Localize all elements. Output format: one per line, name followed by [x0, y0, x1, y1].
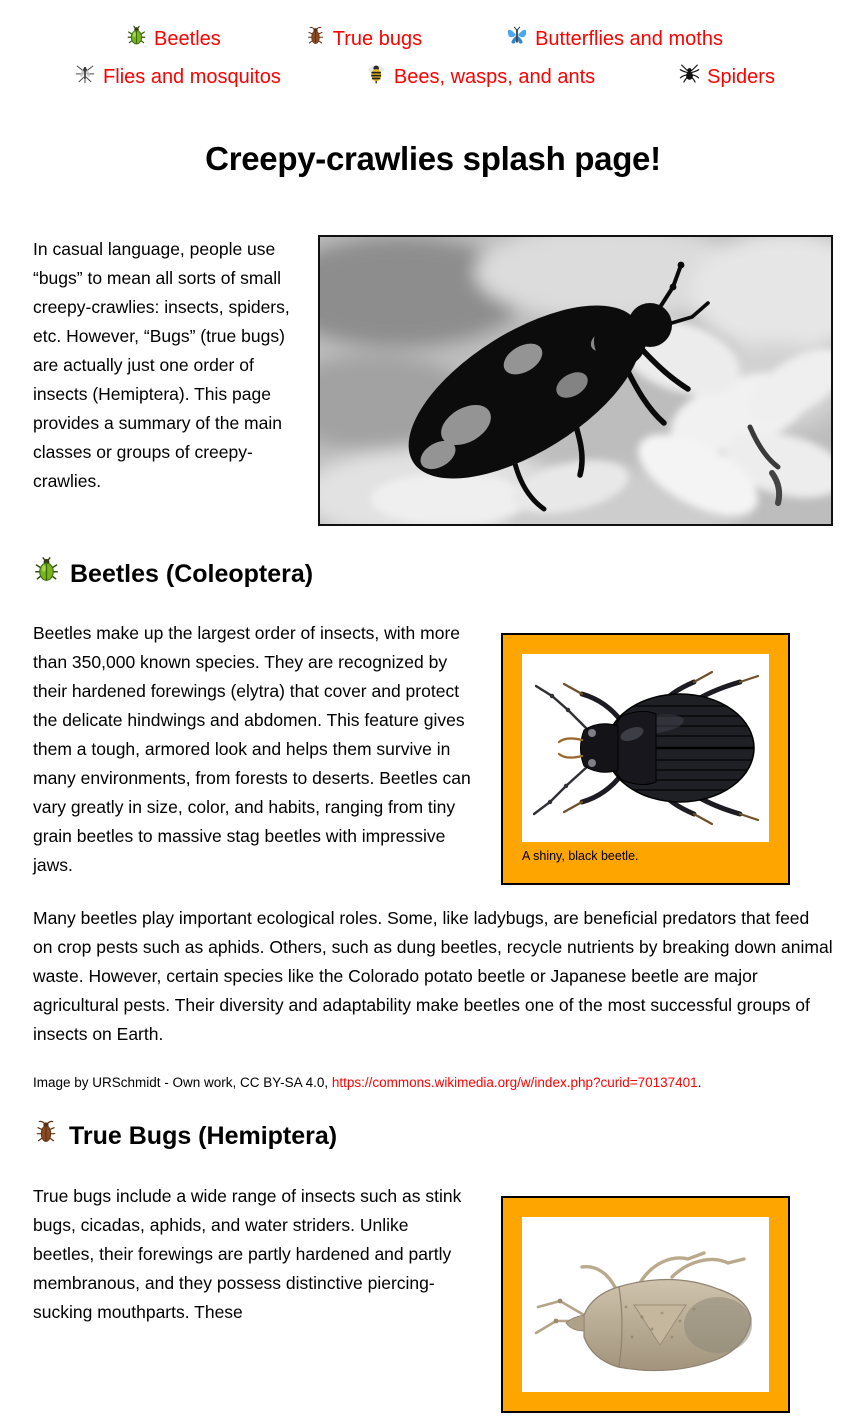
tan-stink-bug-image [522, 1217, 769, 1392]
bee-icon [365, 62, 387, 91]
truebugs-paragraph: True bugs include a wide range of insects such as stink bugs, cicadas, aphids, and water striders. Unlike beetles, their forewings are partly hardened and partly membranous, and they possess distinctive piercing-sucking mouthparts. These [33, 1186, 462, 1322]
beetles-paragraph-2: Many beetles play important ecological roles. Some, like ladybugs, are beneficial predators that feed on crop pests such as aphids. Others, such as dung beetles, recycle nutrients by breaking down animal waste. However, certain species like the Colorado potato beetle or Japanese beetle are major agricultural pests. Their diversity and adaptability make beetles one of the most successful groups of insects on Earth. [33, 908, 833, 1044]
stinkbug-figure [501, 1196, 790, 1413]
nav-link-bees[interactable] [365, 62, 595, 91]
image-attribution [33, 1073, 833, 1093]
page-title: Creepy-crawlies splash page! [205, 140, 661, 177]
nav-link-butterflies[interactable] [506, 24, 723, 53]
attribution-period: . [697, 1075, 702, 1090]
attribution-text: Image by URSchmidt - Own work, CC BY-SA 4.0, [33, 1075, 332, 1090]
truebugs-heading [33, 1117, 833, 1154]
beetles-heading [33, 556, 833, 591]
butterfly-icon [506, 24, 528, 53]
beetles-heading-text: Beetles (Coleoptera) [70, 559, 314, 588]
nav-label: Beetles [154, 27, 221, 50]
cockroach-icon [305, 25, 326, 53]
nav-label: Butterflies and moths [535, 27, 723, 50]
truebugs-body [33, 1182, 833, 1423]
spider-icon [679, 63, 700, 91]
truebugs-heading-text: True Bugs (Hemiptera) [69, 1121, 338, 1150]
beetle-icon [33, 556, 60, 591]
nav-label: Spiders [707, 65, 775, 88]
intro-section [33, 235, 833, 526]
intro-paragraph: In casual language, people use “bugs” to mean all sorts of small creepy-crawlies: insects, spiders, etc. However, “Bugs” (true bugs) are actually just one order of insects (Hemiptera). This page provides a summary of the main classes or groups of creepy-crawlies. [33, 239, 290, 491]
beetle-icon [126, 25, 147, 53]
nav-link-spiders[interactable] [679, 63, 775, 91]
shiny-black-beetle-image [522, 654, 769, 842]
beetle-figure-caption: A shiny, black beetle. [522, 849, 639, 863]
beetles-body [33, 619, 833, 904]
top-navigation [0, 24, 849, 91]
beetle-on-flowers-photo [318, 235, 833, 526]
beetles-paragraph-1: Beetles make up the largest order of insects, with more than 350,000 known species. They are recognized by their hardened forewings (elytra) that cover and protect the delicate hindwings and abdomen. This feature gives them a tough, armored look and helps them survive in many environments, from forests to deserts. Beetles can vary greatly in size, color, and habits, ranging from tiny grain beetles to massive stag beetles with impressive jaws. [33, 623, 471, 875]
nav-label: True bugs [332, 27, 423, 50]
beetle-figure [501, 633, 790, 885]
nav-link-true-bugs[interactable] [305, 25, 422, 53]
nav-label: Bees, wasps, and ants [393, 65, 596, 88]
mosquito-icon [74, 62, 96, 91]
cockroach-icon [33, 1117, 59, 1154]
nav-link-flies[interactable] [74, 62, 281, 91]
nav-link-beetles[interactable] [126, 25, 221, 53]
nav-label: Flies and mosquitos [103, 65, 281, 88]
attribution-link[interactable]: https://commons.wikimedia.org/w/index.php?curid=70137401 [331, 1075, 698, 1090]
